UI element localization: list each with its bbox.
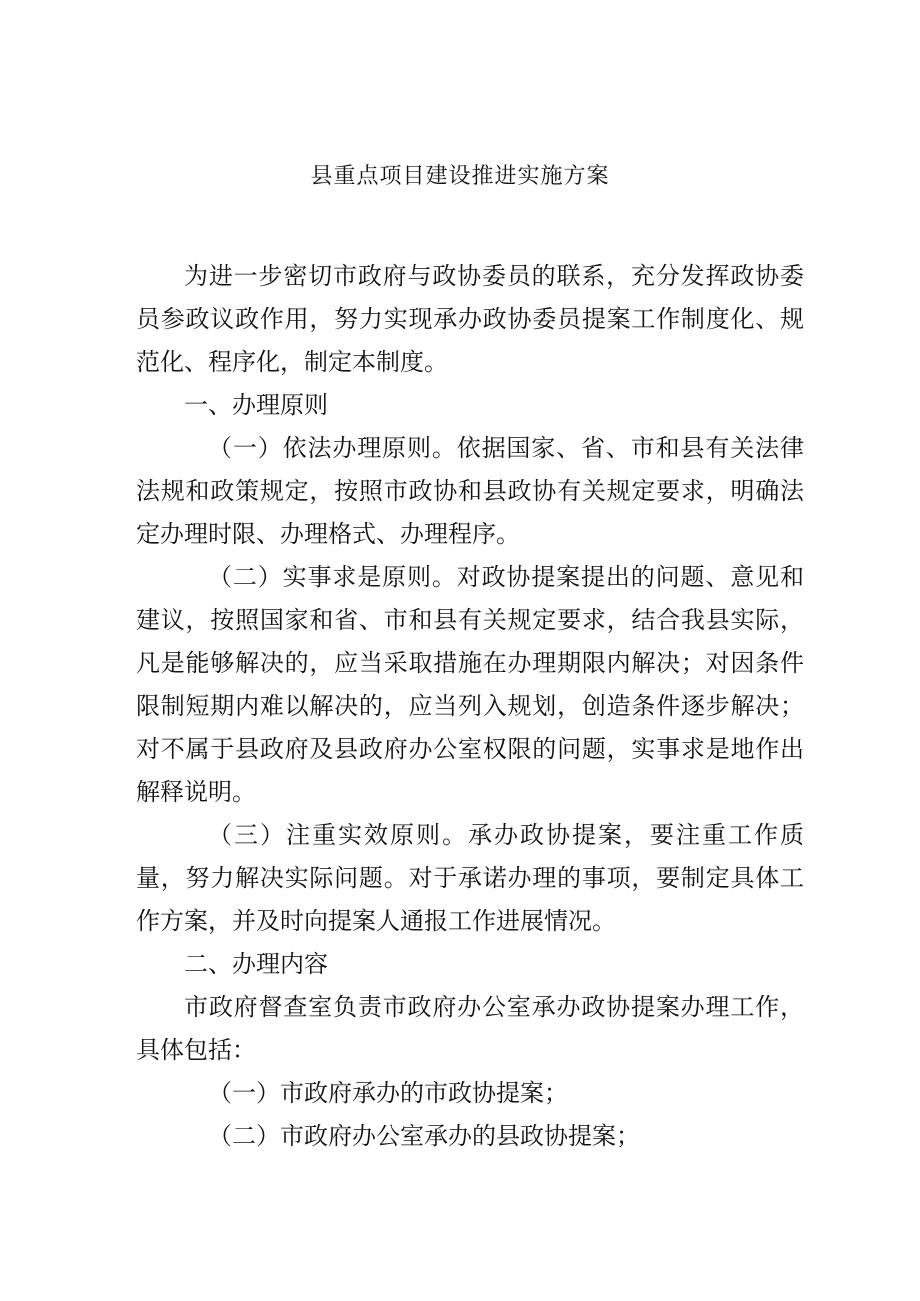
paragraph-principle-legal: （一）依法办理原则。依据国家、省、市和县有关法律法规和政策规定，按照市政协和县政协有关规定要求，明确法定办理时限、办理格式、办理程序。 bbox=[136, 434, 804, 548]
document-title: 县重点项目建设推进实施方案 bbox=[310, 164, 610, 189]
paragraph-content-intro: 市政府督查室负责市政府办公室承办政协提案办理工作，具体包括： bbox=[136, 993, 804, 1064]
paragraph-intro: 为进一步密切市政府与政协委员的联系，充分发挥政协委员参政议政作用，努力实现承办政协委员提案工作制度化、规范化、程序化，制定本制度。 bbox=[136, 262, 804, 376]
paragraph-principle-practical: （二）实事求是原则。对政协提案提出的问题、意见和建议，按照国家和省、市和县有关规定要求，结合我县实际，凡是能够解决的，应当采取措施在办理期限内解决；对因条件限制短期内难以解决的，应当列入规划，创造条件逐步解决；对不属于县政府及县政府办公室权限的问题，实事求是地作出解释说明。 bbox=[136, 563, 804, 806]
list-item-county-proposals: （二）市政府办公室承办的县政协提案； bbox=[208, 1122, 640, 1150]
list-item-city-proposals: （一）市政府承办的市政协提案； bbox=[208, 1079, 568, 1107]
paragraph-principle-effectiveness: （三）注重实效原则。承办政协提案，要注重工作质量，努力解决实际问题。对于承诺办理的事项，要制定具体工作方案，并及时向提案人通报工作进展情况。 bbox=[136, 821, 804, 935]
section-heading-content: 二、办理内容 bbox=[184, 950, 328, 978]
section-heading-principles: 一、办理原则 bbox=[184, 391, 328, 419]
document-body bbox=[136, 255, 804, 1158]
